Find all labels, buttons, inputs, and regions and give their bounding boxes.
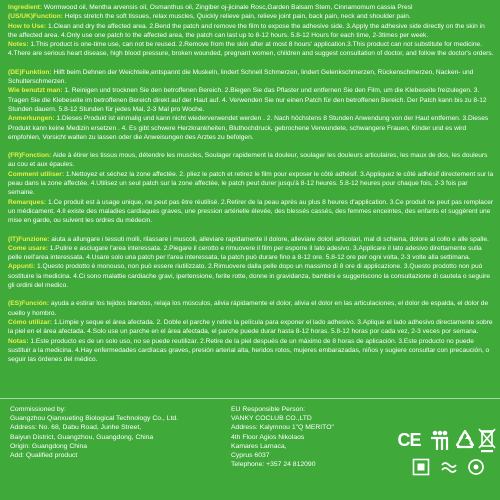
en-function bbox=[8, 12, 494, 21]
en-notes bbox=[8, 40, 494, 59]
notes-text: 1.Dieses Produkt ist einmalig und kann nicht wiederverwendet werden . 2. Nach höchstens 8 Stunden Anwendung von der Haut entfernen. 3.Dieses Produkt kann keine Medizin ersetzen . 4. Es gibt schwere Herzkrankheiten, Bluthochdruck, gebrochene Verwundete, schwangere Frauen, Kinder und es wird empfohlen, Vorsicht walten zu lassen oder die Anweisungen des Arztes zu befolgen. bbox=[8, 115, 489, 141]
function-text: Helps stretch the soft tissues, relax muscles, Quickly relieve pain, relieve joint pain, back pain, neck and shoulder pain. bbox=[64, 13, 411, 21]
origin: Origin: Guangdong China bbox=[10, 442, 88, 450]
it-function bbox=[8, 235, 494, 244]
de-howto bbox=[8, 86, 494, 114]
howto-text: 1. Reinigen und trocknen Sie den betroffenen Bereich. 2.Biegen Sie das Pflaster und entfernen Sie den Film, um die Klebeseite freizulegen. 3. Tragen Sie die Klebeseite im betroffenen Bereich direkt auf der Haut auf. 4. Verwenden Sie nur einen Patch für den betroffenen Bereich. Der Patch kann bis zu 8-12 Stunden dauern. 5.8-12 Stunden für jedes Mal, 2-3 Mal pro Woche. bbox=[8, 87, 487, 113]
fr-howto bbox=[8, 170, 494, 198]
wave-mark-icon bbox=[440, 458, 458, 476]
howto-text: 1.Clean and dry the affected area. 2.Bend the patch and remove the film to expose the adhesive side. 3.Apply the adhesive side directly on the skin in the affected area. 4.Only use one patch to the affected area, the patch can last up to 8-12 hours. 5.8-12 Hours for each time, 2-3times per week. bbox=[8, 22, 485, 39]
notes-text: 1.This product is one-time use, can not be reused. 2.Remove from the skin after at most 8 hours' application.3.This product can not substitute for medicine. 4.There are serious heart disease, high blood pressure, broken wounded, pregnant women, children and suggest consultation of doctor, and follow the doctor's orders. bbox=[8, 41, 494, 58]
function-label: (DE)Funktion: bbox=[8, 68, 52, 76]
howto-text: 1.Limpie y seque el área afectada. 2. Doble el parche y retire la película para exponer el lado adhesivo. 3.Aplique el lado adhesivo directamente sobre la piel en el área afectada. 4.Solo use un parche en el área afectada, el parche puede durar hasta 8-12 horas. 5.8-12 horas por cada vez, 2-3 veces por semana. bbox=[8, 318, 493, 336]
eu-responsible-label: EU Responsible Person: bbox=[231, 406, 306, 413]
qualified-product: Add: Qualified product bbox=[10, 452, 78, 460]
notes-label: Anmerkungen: bbox=[8, 115, 55, 123]
recycle-icon bbox=[453, 428, 477, 452]
manufacturer-address-line1: Address: No. 68, Dabu Road, Junhe Street, bbox=[10, 424, 142, 432]
ingredient-text: Wormwood oil, Mentha arvensis oil, Osmanthus oil, Zingiber oj-jicinale Rosc,Garden Balsam Stem, Cinnamomum cassia Presl bbox=[43, 4, 413, 11]
en-howto bbox=[8, 22, 494, 41]
notes-label: Notas: bbox=[8, 337, 29, 345]
howto-label: How to Use: bbox=[8, 22, 47, 30]
es-notes bbox=[8, 337, 494, 365]
howto-label: Come usare: bbox=[8, 244, 48, 252]
notes-text: 1.Questo prodotto è monouso, non può essere riutilizzato. 2.Rimuovere dalla pelle dopo un massimo di 8 ore di applicazione. 3.Questo prodotto non può sostituire la medicina. 4.Ci sono malattie cardiache gravi, ipertensione, ferite rotte, donne in gravidanza, bambini e suggeriscono la consultazione di cautela o seguire gli ordini del medico. bbox=[8, 263, 490, 290]
function-label: (US/UK)Function: bbox=[8, 13, 63, 21]
de-notes bbox=[8, 114, 494, 142]
notes-label: Appunti: bbox=[8, 263, 36, 271]
ingredient-label: Ingredient: bbox=[8, 4, 43, 11]
footer-divider bbox=[0, 398, 500, 399]
manufacturer-name: Guangzhou Qianxueting Biological Technology Co., Ltd. bbox=[10, 415, 179, 423]
section-gap bbox=[8, 226, 494, 235]
fr-function bbox=[8, 151, 494, 170]
eu-telephone: Telephone: +357 24 812090 bbox=[231, 461, 316, 469]
ring-mark-icon bbox=[467, 458, 485, 476]
es-howto bbox=[8, 318, 494, 337]
notes-label: Remarques: bbox=[8, 198, 47, 206]
instructions-body bbox=[8, 3, 494, 364]
function-label: (FR)Fonction: bbox=[8, 152, 52, 160]
function-text: ayuda a estirar los tejidos blandos, relaja los músculos, alivia rápidamente el dolor, alivia el dolor en las articulaciones, el dolor de espalda, el dolor de cuello y hombro. bbox=[8, 300, 489, 317]
function-label: (IT)Funzione: bbox=[8, 235, 50, 243]
eu-representative-info bbox=[231, 405, 361, 469]
section-gap bbox=[8, 142, 494, 151]
howto-label: Cómo utilizar: bbox=[8, 318, 52, 326]
function-text: aiuta a allungare i tessuti molli, rilassare i muscoli, alleviare rapidamente il dolore, alleviare dolori articolari, mal di schiena, dolore al collo e alle spalle. bbox=[51, 235, 489, 243]
function-label: (ES)Función: bbox=[8, 300, 50, 308]
it-howto bbox=[8, 244, 494, 263]
eu-company-name: VANKY COCLUB CO.,LTD bbox=[231, 415, 312, 423]
eu-address-line3: Kamares Larnaca, bbox=[231, 442, 287, 450]
fr-notes bbox=[8, 198, 494, 226]
section-gap bbox=[8, 290, 494, 299]
ce-mark-icon: CE bbox=[397, 430, 421, 451]
commissioned-by-label: Commissioned by: bbox=[10, 406, 66, 413]
manufacturer-info bbox=[10, 405, 215, 460]
certification-logos bbox=[385, 406, 500, 476]
it-notes bbox=[8, 262, 494, 290]
notes-text: 1.Ce produit est à usage unique, ne peut pas être réutilisé. 2.Retirer de la peau après au plus 8 heures d'application. 3.Ce produit ne peut pas remplacer un médicament. 4.Il existe des maladies cardiaques graves, une pression artérielle élevée, des blessés cassés, des femmes enceintes, des enfants et suggèrent une mise en garde, ou suivent les ordres du médecin. bbox=[8, 198, 494, 225]
eu-address-line2: 4th Floor Agios Nikolaos bbox=[231, 433, 305, 441]
howto-label: Comment utiliser: bbox=[8, 170, 65, 178]
eu-address-line1: Address: Kalymnou 1"Q MERITO" bbox=[231, 424, 334, 432]
manufacturer-address-line2: Baiyun District, Guangzhou, Guangdong, China bbox=[10, 433, 154, 441]
function-text: Hilft beim Dehnen der Weichteile,entspannt die Muskeln, lindert Schnell Schmerzen, lindert Gelenkschmerzen, Rückenschmerzen, Nacken- und Schulterschmerzen. bbox=[8, 68, 474, 86]
eu-address-line4: Cyprus 6037 bbox=[231, 452, 270, 460]
en-ingredient bbox=[8, 3, 494, 12]
notes-text: 1.Este producto es de un solo uso, no se puede reutilizar. 2.Retire de la piel después de un máximo de 8 horas de aplicación. 3.Este producto no puede sustituir a la medicina. 4.Hay enfermedades cardíacas graves, presión arterial alta, heridos rotos, mujeres embarazadas, niños y sugiere consultar con precaución, o seguir las órdenes del médico. bbox=[8, 337, 490, 364]
howto-text: 1.Nettoyez et séchez la zone affectée. 2. pliez le patch et retirez le film pour exposer le côté adhésif. 3.Appliquez le côté adhésif directement sur la peau dans la zone affectée. 4.Utilisez un seul patch sur la zone affectée, le patch peut durer jusqu'à 8-12 heures. 5.8-12 heures pour chaque fois, 2-3 fois par semaine. bbox=[8, 170, 494, 197]
howto-label: Wie benutzt man: bbox=[8, 87, 63, 95]
square-mark-icon bbox=[412, 458, 430, 476]
de-function bbox=[8, 68, 494, 87]
label-footer bbox=[0, 400, 500, 500]
function-text: Aide à étirer les tissus mous, détendre les muscles, Soulager rapidement la douleur, soulager les douleurs articulaires, les maux de dos, les douleurs au cou et aux épaules. bbox=[8, 152, 488, 169]
section-gap bbox=[8, 59, 494, 68]
es-function bbox=[8, 299, 494, 318]
howto-text: 1.Pulire e asciugare l'area interessata. 2.Piegare il cerotto e rimuovere il film per esporre il lato adesivo. 3.Applicare il lato adesivo direttamente sulla pelle nell'area interessata. 4.Usare solo una patch per l'area interessata, la patch può durare fino a 8-12 ore. 5.8-12 ore per ogni volta, 2-3 volte alla settimana. bbox=[8, 244, 482, 262]
notes-label: Notes: bbox=[8, 41, 29, 49]
crossed-bin-icon bbox=[478, 427, 496, 453]
triman-icon bbox=[428, 428, 450, 452]
